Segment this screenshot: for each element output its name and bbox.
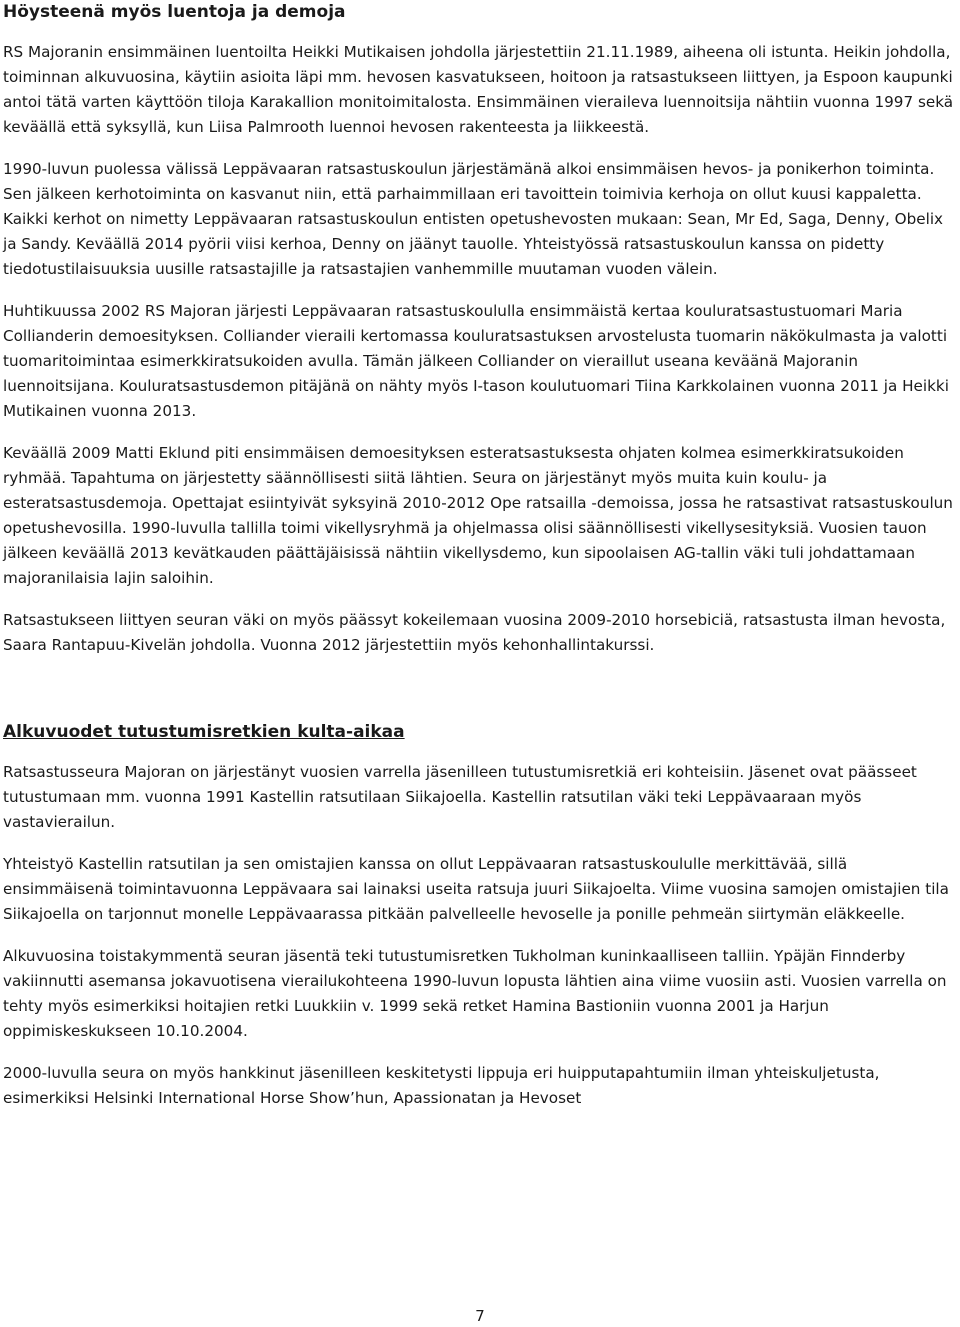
paragraph-kouluratsastusdemo: Huhtikuussa 2002 RS Majoran järjesti Leppävaaran ratsastuskoululla ensimmäistä kertaa kouluratsastustuomari Maria Collianderin demoesityksen. Colliander vieraili kertomassa kouluratsastuksen arvostelusta tuomarin näkökulmasta ja valotti tuomaritoimintaa esimerkkiratsukoiden avulla. Tämän jälkeen Colliander on vieraillut useana keväänä Majoranin luennoitsijana. Kouluratsastusdemon pitäjänä on nähty myös I-tason koulutuomari Tiina Karkkolainen vuonna 2011 ja Heikki Mutikainen vuonna 2013. — [3, 302, 949, 420]
paragraph-horsebic: Ratsastukseen liittyen seuran väki on myös päässyt kokeilemaan vuosina 2009-2010 horsebiciä, ratsastusta ilman hevosta, Saara Rantapuu-Kivelän johdolla. Vuonna 2012 järjestettiin myös kehonhallintakurssi. — [3, 611, 946, 654]
page-number: 7 — [475, 1307, 485, 1325]
paragraph-kerhotoiminta: 1990-luvun puolessa välissä Leppävaaran ratsastuskoulun järjestämänä alkoi ensimmäisen hevos- ja ponikerhon toiminta. Sen jälkeen kerhotoiminta on kasvanut niin, että parhaimmillaan eri tavoittein toimivia kerhoja on ollut kuusi kappaletta. Kaikki kerhot on nimetty Leppävaaran ratsastuskoulun entisten opetushevosten mukaan: Sean, Mr Ed, Saga, Denny, Obelix ja Sandy. Keväällä 2014 pyörii viisi kerhoa, Denny on jäänyt tauolle. Yhteistyössä ratsastuskoulun kanssa on pidetty tiedotustilaisuuksia uusille ratsastajille ja ratsastajien vanhemmille muutaman vuoden välein. — [3, 160, 944, 278]
paragraph-huipputapahtumat: 2000-luvulla seura on myös hankkinut jäsenilleen keskitetysti lippuja eri huipputapahtumiin ilman yhteiskuljetusta, esimerkiksi Helsinki International Horse Show’hun, Apassionatan ja Hevoset — [3, 1064, 880, 1107]
paragraph-tutustumisretket: Ratsastusseura Majoran on järjestänyt vuosien varrella jäsenilleen tutustumisretkiä eri kohteisiin. Jäsenet ovat päässeet tutustumaan mm. vuonna 1991 Kastellin ratsutilaan Siikajoella. Kastellin ratsutilan väki teki Leppävaaraan myös vastavierailun. — [3, 763, 917, 831]
paragraph-luentoilta: RS Majoranin ensimmäinen luentoilta Heikki Mutikaisen johdolla järjestettiin 21.11.1989, aiheena oli istunta. Heikin johdolla, toiminnan alkuvuosina, käytiin asioita läpi mm. hevosen kasvatukseen, hoitoon ja ratsastukseen liittyen, ja Espoon kaupunki antoi tätä varten käyttöön tiloja Karakallion monitoimitalosta. Ensimmäinen vieraileva luennoitsija nähtiin vuonna 1997 sekä keväällä että syksyllä, kun Liisa Palmrooth luennoi hevosen rakenteesta ja liikkeestä. — [3, 43, 954, 136]
paragraph-esteratsastusdemo: Keväällä 2009 Matti Eklund piti ensimmäisen demoesityksen esteratsastuksesta ohjaten kolmea esimerkkiratsukoiden ryhmää. Tapahtuma on järjestetty säännöllisesti siitä lähtien. Seura on järjestänyt myös muita kuin koulu- ja esteratsastusdemoja. Opettajat esiintyivät syksyinä 2010-2012 Ope ratsailla -demoissa, jossa he ratsastivat ratsastuskoulun opetushevosilla. 1990-luvulla tallilla toimi vikellysryhmä ja ohjelmassa olisi säännöllisesti vikellysesityksiä. Vuosien tauon jälkeen keväällä 2013 kevätkauden päättäjäisissä nähtiin vikellysdemo, kun sipoolaisen AG-tallin väki tuli johdattamaan majoranilaisia lajin saloihin. — [3, 444, 953, 587]
section-heading-luentoja: Höysteenä myös luentoja ja demoja — [3, 2, 346, 22]
paragraph-kastellin-yhteistyo: Yhteistyö Kastellin ratsutilan ja sen omistajien kanssa on ollut Leppävaaran ratsastuskoululle merkittävää, sillä ensimmäisenä toimintavuonna Leppävaara sai lainaksi useita ratsuja juuri Siikajoelta. Viime vuosina samojen omistajien tila Siikajoella on tarjonnut monelle Leppävaarassa pitkään palvelleelle hevoselle ja ponille pehmeän siirtymän eläkkeelle. — [3, 855, 949, 923]
paragraph-tukholma-ypaja: Alkuvuosina toistakymmentä seuran jäsentä teki tutustumisretken Tukholman kuninkaalliseen talliin. Ypäjän Finnderby vakiinnutti asemansa jokavuotisena vierailukohteena 1990-luvun lopusta lähtien aina viime vuosiin asti. Vuosien varrella on tehty myös esimerkiksi hoitajien retki Luukkiin v. 1999 sekä retket Hamina Bastioniin vuonna 2001 ja Harjun oppimiskeskukseen 10.10.2004. — [3, 947, 947, 1040]
section-heading-tutustumisretket: Alkuvuodet tutustumisretkien kulta-aikaa — [3, 722, 405, 742]
